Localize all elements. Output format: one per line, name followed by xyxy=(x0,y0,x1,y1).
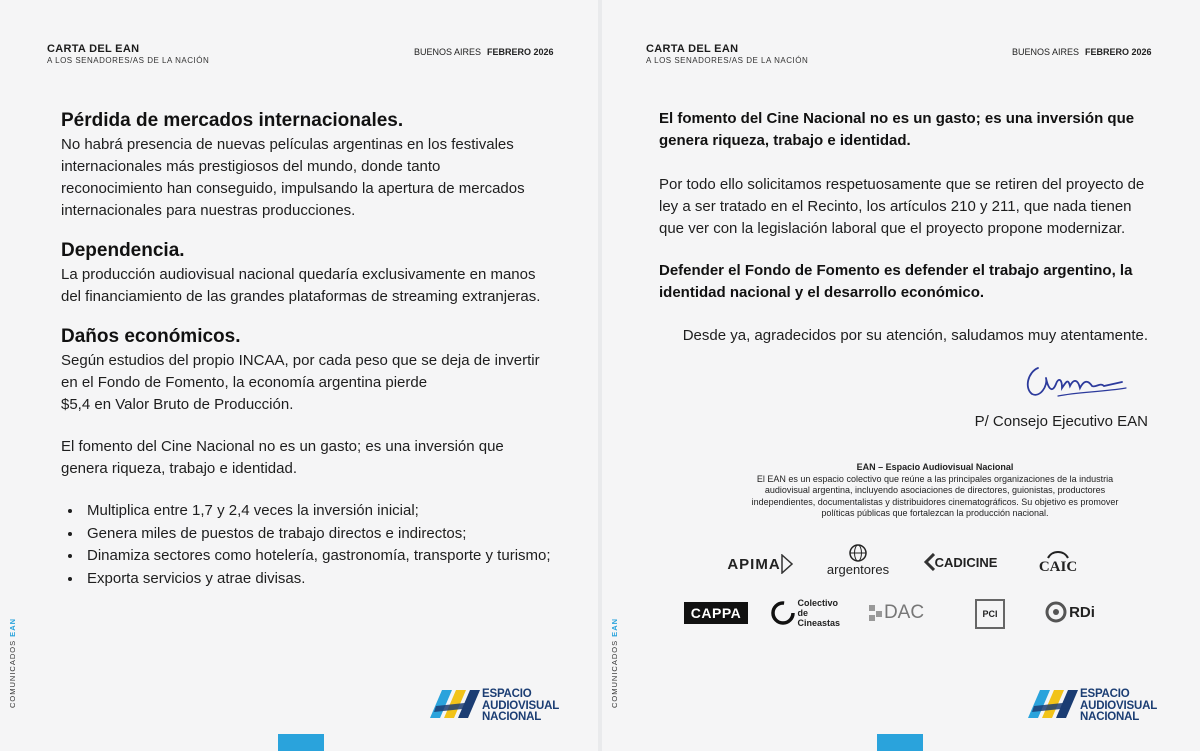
signer-name: P/ Consejo Ejecutivo EAN xyxy=(974,413,1148,430)
text-line: genera riqueza, trabajo e identidad. xyxy=(659,132,911,149)
logo-text: APIMA xyxy=(727,555,781,573)
header-title: CARTA DEL EAN xyxy=(47,43,140,55)
text-line: que ver con la legislación laboral que el proyecto propone modernizar. xyxy=(659,220,1126,237)
text-line: ley a ser tratado en el Recinto, los artículos 210 y 211, que nada tienen xyxy=(659,198,1132,215)
rdi-logo xyxy=(1040,598,1100,626)
argentores-logo xyxy=(822,540,894,580)
brand-line: AUDIOVISUAL xyxy=(1080,699,1158,712)
apima-logo xyxy=(714,548,806,580)
circle-c-icon xyxy=(771,601,795,625)
play-arrow-icon xyxy=(781,554,793,574)
header-date xyxy=(1012,47,1152,57)
side-label xyxy=(610,618,619,708)
logo-text: Colectivo de Cineastas xyxy=(797,598,841,628)
right-body xyxy=(659,108,1159,304)
brand-name xyxy=(1080,689,1157,724)
bracket-icon xyxy=(923,553,935,571)
brand-mark-icon xyxy=(1028,688,1078,718)
text-line: Según estudios del propio INCAA, por cada peso que se deja de invertir xyxy=(61,352,540,369)
brand-logo xyxy=(430,688,560,723)
closing-line: Desde ya, agradecidos por su atención, saludamos muy atentamente. xyxy=(682,327,1148,344)
crown-icon xyxy=(1047,549,1069,559)
header-city: BUENOS AIRES xyxy=(1012,47,1080,57)
header-month: FEBRERO 2026 xyxy=(487,47,554,57)
brand-line: ESPACIO xyxy=(1080,688,1130,700)
text-line: El EAN es un espacio colectivo que reúne a las principales organizaciones de la industria xyxy=(756,473,1114,484)
side-label-accent: EAN xyxy=(610,617,619,637)
brand-line: ESPACIO xyxy=(482,688,532,700)
brand-name xyxy=(482,689,559,724)
logo-text: DAC xyxy=(883,602,925,623)
page-left xyxy=(0,0,598,751)
brand-line: NACIONAL xyxy=(482,711,542,723)
text-line: reconocimiento han conseguido, impulsando la apertura de mercados xyxy=(61,180,525,197)
left-body xyxy=(61,108,581,590)
header-title: CARTA DEL EAN xyxy=(646,43,739,55)
text-line: Por todo ello solicitamos respetuosamente que se retiren del proyecto de xyxy=(659,176,1145,193)
list-item: • Genera miles de puestos de trabajo directos e indirectos; xyxy=(83,523,581,546)
page-right xyxy=(602,0,1200,751)
ean-description xyxy=(662,462,1200,520)
text-line: La producción audiovisual nacional quedaría exclusivamente en manos xyxy=(61,266,536,283)
colectivo-logo xyxy=(768,598,842,628)
side-label-text: COMUNICADOS xyxy=(8,639,17,708)
logo-text: argentores xyxy=(826,561,890,577)
side-label xyxy=(8,618,17,708)
text-line: en el Fondo de Fomento, la economía argentina pierde xyxy=(61,374,428,391)
list-item: • Exporta servicios y atrae divisas. xyxy=(83,568,581,591)
brand-line: AUDIOVISUAL xyxy=(482,699,560,712)
section-title: Pérdida de mercados internacionales. xyxy=(61,110,404,131)
text-line: internacionales para nuestras producciones. xyxy=(61,202,356,219)
text-line: El fomento del Cine Nacional no es un gasto; es una inversión que xyxy=(61,438,504,455)
target-icon xyxy=(1045,601,1067,623)
list-item: • Multiplica entre 1,7 y 2,4 veces la inversión inicial; xyxy=(83,500,581,523)
text-line: Defender el Fondo de Fomento es defender el trabajo argentino, la xyxy=(659,262,1133,279)
brand-mark-icon xyxy=(430,688,480,718)
text-line: independientes, documentalistas y distribuidores cinematográficos. Su objetivo es promover xyxy=(751,496,1119,507)
header-subtitle: A LOS SENADORES/AS DE LA NACIÓN xyxy=(646,56,809,65)
pci-logo xyxy=(970,594,1010,634)
logo-text: PCI xyxy=(975,599,1005,629)
text-line: internacionales más prestigiosos del mundo, donde tanto xyxy=(61,158,441,175)
brand-line: NACIONAL xyxy=(1080,711,1140,723)
side-label-accent: EAN xyxy=(8,617,17,637)
cadicine-logo xyxy=(916,548,1004,576)
caic-logo xyxy=(1030,544,1086,580)
side-label-text: COMUNICADOS xyxy=(610,639,619,708)
signature-image xyxy=(1022,358,1142,410)
header-month: FEBRERO 2026 xyxy=(1085,47,1152,57)
benefit-list xyxy=(61,500,581,590)
header-city: BUENOS AIRES xyxy=(414,47,482,57)
text-line: audiovisual argentina, incluyendo asociaciones de directores, guionistas, productores xyxy=(764,485,1106,495)
brand-logo xyxy=(1028,688,1158,723)
logo-text: CADICINE xyxy=(934,554,998,570)
page-tab-marker xyxy=(278,734,324,751)
text-line: El fomento del Cine Nacional no es un gasto; es una inversión que xyxy=(659,110,1135,127)
section-title: Daños económicos. xyxy=(61,326,241,347)
text-line: $5,4 en Valor Bruto de Producción. xyxy=(61,396,294,413)
logo-text: RDi xyxy=(1069,603,1095,621)
logo-text: CAPPA xyxy=(690,605,742,621)
dac-logo xyxy=(860,598,932,628)
section-title: Dependencia. xyxy=(61,240,185,261)
cappa-logo xyxy=(684,602,748,624)
header-date xyxy=(414,47,554,57)
page-tab-marker xyxy=(877,734,923,751)
text-line: del financiamiento de las grandes plataformas de streaming extranjeras. xyxy=(61,288,541,305)
list-item: • Dinamiza sectores como hotelería, gastronomía, transporte y turismo; xyxy=(83,545,581,568)
ean-title: EAN – Espacio Audiovisual Nacional xyxy=(856,462,1014,472)
globe-icon xyxy=(849,544,867,562)
text-line: genera riqueza, trabajo e identidad. xyxy=(61,460,298,477)
text-line: No habrá presencia de nuevas películas argentinas en los festivales xyxy=(61,136,514,153)
film-stack-icon xyxy=(868,603,884,623)
logo-text: CAIC xyxy=(1038,558,1078,575)
header-subtitle: A LOS SENADORES/AS DE LA NACIÓN xyxy=(47,56,210,65)
text-line: políticas públicas que fortalezcan la producción nacional. xyxy=(821,508,1049,518)
text-line: identidad nacional y el desarrollo económico. xyxy=(659,284,985,301)
